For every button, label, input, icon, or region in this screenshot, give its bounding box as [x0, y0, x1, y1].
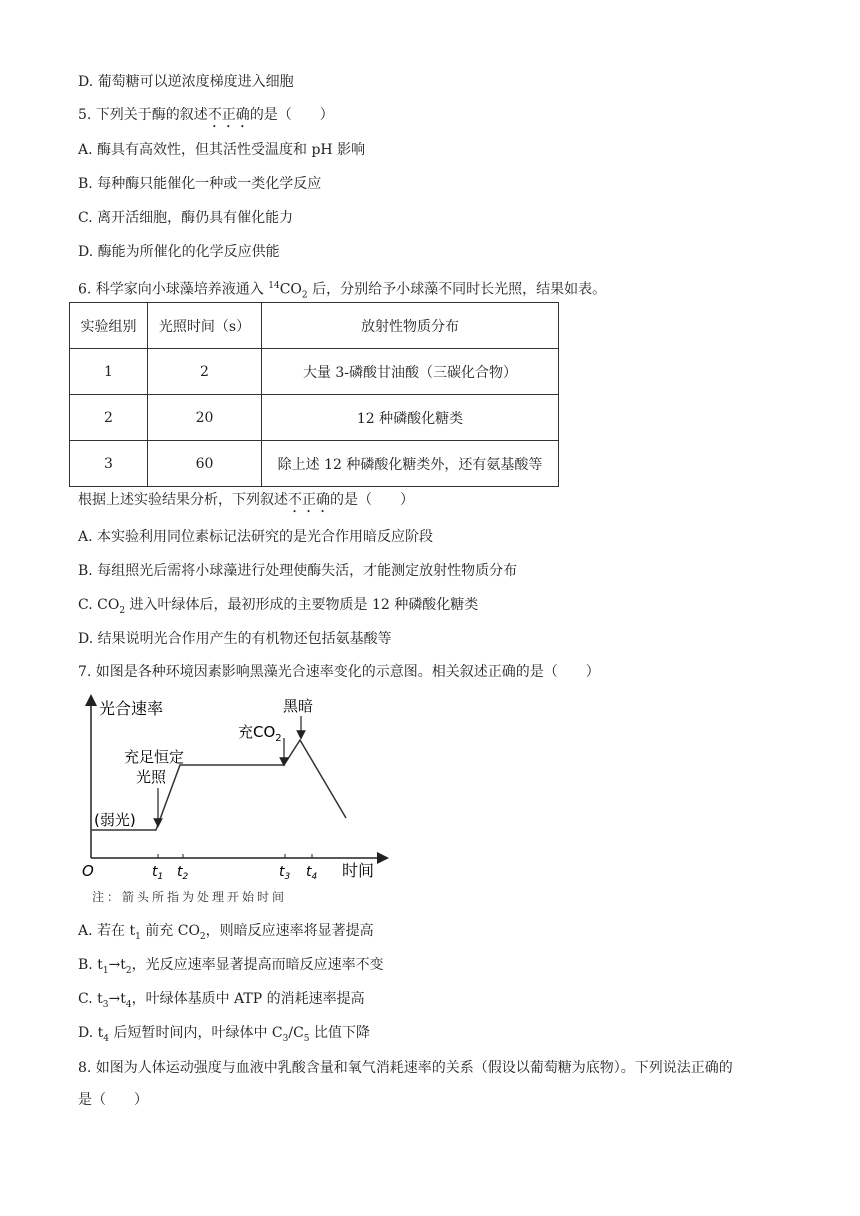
q6-option-d: D. 结果说明光合作用产生的有机物还包括氨基酸等 [78, 631, 392, 647]
co2-label: 充$CO_2$ [238, 723, 282, 744]
table-cell: 12 种磷酸化糖类 [262, 395, 559, 441]
q7-option-d: D. $t_4$ 后短暂时间内，叶绿体中 $C_3/C_5$ 比值下降 [78, 1025, 370, 1044]
table-row [70, 395, 559, 441]
q7-option-a: A. 若在 $t_1$ 前充 $CO_2$，则暗反应速率将显著提高 [78, 923, 374, 942]
q5-option-a: A. 酶具有高效性，但其活性受温度和 pH 影响 [78, 142, 366, 158]
table-cell: 1 [70, 349, 148, 395]
table-header-cell: 放射性物质分布 [262, 303, 559, 349]
q7-photosynthesis-diagram [78, 690, 398, 890]
q6-option-b: B. 每组照光后需将小球藻进行处理使酶失活，才能测定放射性物质分布 [78, 563, 518, 579]
y-axis-label: 光合速率 [99, 699, 164, 718]
q6-post-stem: 根据上述实验结果分析，下列叙述不正确的是（ ） [78, 492, 414, 508]
tick-label-t1: $t_1$ [152, 864, 164, 882]
table-header-cell: 实验组别 [70, 303, 148, 349]
q6-option-c: C. $CO_2$ 进入叶绿体后，最初形成的主要物质是 12 种磷酸化糖类 [78, 597, 479, 616]
table-cell: 3 [70, 441, 148, 487]
tick-label-t2: $t_2$ [177, 864, 189, 882]
table-cell: 大量 3-磷酸甘油酸（三碳化合物） [262, 349, 559, 395]
q8-stem-line2: 是（ ） [78, 1092, 148, 1108]
x-axis-label: 时间 [342, 861, 375, 880]
full-light-label-2: 光照 [136, 768, 167, 786]
table-cell: 除上述 12 种磷酸化糖类外，还有氨基酸等 [262, 441, 559, 487]
q7-chart-note: 注：箭头所指为处理开始时间 [92, 890, 288, 904]
q6-option-a: A. 本实验利用同位素标记法研究的是光合作用暗反应阶段 [78, 529, 434, 545]
q6-stem: 6. 科学家向小球藻培养液通入 $^{14}CO_2$ 后，分别给予小球藻不同时长光照，结果如表。 [78, 281, 607, 301]
table-cell: 2 [70, 395, 148, 441]
table-cell: 20 [148, 395, 262, 441]
q5-stem: 5. 下列关于酶的叙述不正确的是（ ） [78, 107, 334, 123]
tick-label-t3: $t_3$ [279, 864, 291, 882]
table-cell: 60 [148, 441, 262, 487]
q7-option-c: C. $t_3\to t_4$，叶绿体基质中 ATP 的消耗速率提高 [78, 991, 365, 1010]
table-row [70, 441, 559, 487]
dark-label: 黑暗 [283, 697, 314, 715]
q4-option-d: D. 葡萄糖可以逆浓度梯度进入细胞 [78, 74, 294, 90]
q7-stem: 7. 如图是各种环境因素影响黑藻光合速率变化的示意图。相关叙述正确的是（ ） [78, 664, 600, 680]
q6-results-table [69, 302, 559, 487]
table-header-cell: 光照时间（s） [148, 303, 262, 349]
full-light-label-1: 充足恒定 [124, 748, 185, 766]
table-header-row [70, 303, 559, 349]
q5-option-b: B. 每种酶只能催化一种或一类化学反应 [78, 176, 322, 192]
table-cell: 2 [148, 349, 262, 395]
q5-option-c: C. 离开活细胞，酶仍具有催化能力 [78, 210, 294, 226]
origin-label: O [82, 862, 94, 880]
table-row [70, 349, 559, 395]
weak-light-label: (弱光) [94, 811, 136, 829]
q5-option-d: D. 酶能为所催化的化学反应供能 [78, 244, 280, 260]
tick-label-t4: $t_4$ [306, 864, 318, 882]
q7-option-b: B. $t_1\to t_2$，光反应速率显著提高而暗反应速率不变 [78, 957, 384, 976]
q8-stem-line1: 8. 如图为人体运动强度与血液中乳酸含量和氧气消耗速率的关系（假设以葡萄糖为底物）。下列说法正确的 [78, 1060, 733, 1076]
